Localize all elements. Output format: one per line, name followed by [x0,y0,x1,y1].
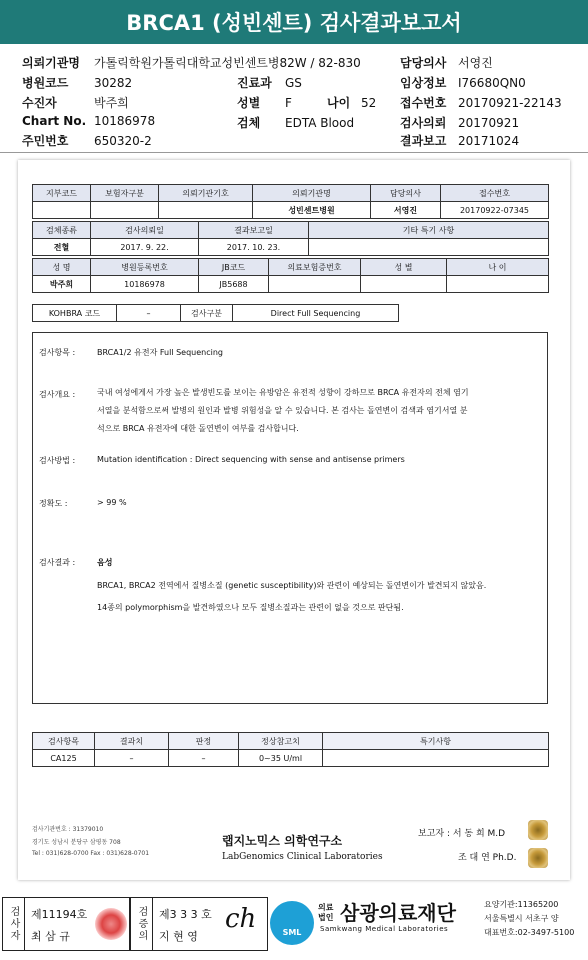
lab-name-english: LabGenomics Clinical Laboratories [222,852,383,862]
table-cell [33,202,91,219]
header-field-resident-no: 주민번호 650320-2 [22,134,152,148]
bottom-banner [0,893,588,960]
report-dates-table [32,221,549,256]
category-label: 검사구분 [181,305,233,322]
table-row [33,305,399,322]
item-label: 검사항목 : [39,348,76,357]
corp-type [318,903,333,923]
table-header-cell: 보험자구분 [91,185,159,202]
table-cell: 전혈 [33,239,91,256]
summary-text [97,384,469,438]
table-row [33,202,549,219]
table-cell: 2017. 10. 23. [199,239,309,256]
lab-name-korean: 랩지노믹스 의학연구소 [222,834,343,848]
reviewer-seal-icon [528,848,548,868]
table-header-cell: 성 명 [33,259,91,276]
table-row [33,239,549,256]
table-row [33,185,549,202]
table-cell: 2017. 9. 22. [91,239,199,256]
table-cell [323,750,549,767]
header-field-doctor: 담당의사 서영진 [400,56,493,70]
table-cell: JB5688 [199,276,269,293]
corp-info-address: 서울특별시 서초구 양 [484,914,559,923]
table-header-cell: 의료보험증번호 [269,259,361,276]
tester-seal-icon [95,908,127,940]
table-header-cell: 결과치 [95,733,169,750]
table-cell: – [95,750,169,767]
verifier-box [130,897,268,951]
verifier-name: 지 현 영 [159,930,198,943]
header-field-department: 진료과 GS [237,76,302,90]
report-patient-table [32,258,549,293]
table-header-cell: 의뢰기관기호 [159,185,253,202]
header-field-chart-no: Chart No. 10186978 [22,114,156,128]
corp-info-code: 요양기관:11365200 [484,900,559,909]
table-header-cell: 결과보고일 [199,222,309,239]
table-header-cell: 기타 특기 사항 [309,222,549,239]
header-field-clinical-info: 임상정보 I76680QN0 [400,76,526,90]
table-header-cell: 나 이 [447,259,549,276]
accuracy-value: > 99 % [97,498,127,507]
table-cell [309,239,549,256]
table-cell: 10186978 [91,276,199,293]
table-header-cell: JB코드 [199,259,269,276]
table-header-cell: 정상참고치 [239,733,323,750]
table-cell [361,276,447,293]
accuracy-label: 정확도 : [39,499,68,508]
header-divider [0,152,588,153]
header-field-patient-name: 수진자 박주희 [22,96,129,110]
table-header-cell: 특기사항 [323,733,549,750]
result-line: BRCA1, BRCA2 전역에서 질병소질 (genetic susceptibility)와 관련이 예상되는 돌연변이가 발견되지 않았음. [97,581,487,590]
header-field-age: 나이 52 [327,96,377,110]
result-value: 음성 [97,558,113,567]
method-value: Mutation identification : Direct sequencing with sense and antisense primers [97,455,405,464]
table-cell [91,202,159,219]
reporter-seal-icon [528,820,548,840]
table-header-cell: 의뢰기관명 [253,185,371,202]
results-table [32,732,549,767]
table-cell [269,276,361,293]
table-cell: 0~35 U/ml [239,750,323,767]
header-field-report-date: 결과보고 20171024 [400,134,520,148]
table-header-cell: 검체종류 [33,222,91,239]
table-row [33,276,549,293]
corp-type-line: 의료 [318,903,334,912]
tester-box [2,897,130,951]
result-line: 14종의 polymorphism을 발견하였으나 모두 질병소질과는 관련이 없을 것으로 판단됨. [97,603,404,612]
table-header-cell: 담당의사 [371,185,441,202]
table-header-cell: 성 별 [361,259,447,276]
table-row [33,750,549,767]
table-row [33,222,549,239]
table-cell [159,202,253,219]
table-header-cell: 판정 [169,733,239,750]
reviewer: 조 대 연 Ph.D. [458,853,517,863]
lab-address: 경기도 성남시 분당구 삼평동 708 [32,839,121,846]
report-title: BRCA1 (성빈센트) 검사결과보고서 [0,0,588,44]
lab-phone: Tel : 031)628-0700 Fax : 031)628-0701 [32,850,150,857]
summary-line: 석으로 BRCA 유전자에 대한 돌연변이 여부를 검사합니다. [97,424,299,433]
tester-license: 제11194호 [31,908,88,921]
result-label: 검사결과 : [39,558,76,567]
header-field-request-date: 검사의뢰 20170921 [400,116,520,130]
table-cell: – [169,750,239,767]
kohbra-table [32,304,399,322]
header-field-sex: 성별 F [237,96,292,110]
corp-name: 삼광의료재단 [340,901,456,925]
signature: ch [225,904,257,934]
table-cell: CA125 [33,750,95,767]
report-sheet [18,160,570,880]
summary-label: 검사개요 : [39,390,76,399]
corp-info-phone: 대표번호:02-3497-5100 [484,928,575,937]
table-header-cell: 지부코드 [33,185,91,202]
license-number: 검사기관번호 : 31379010 [32,826,104,833]
report-info-table [32,184,549,219]
table-cell: 박주희 [33,276,91,293]
logo-text: SML [282,928,302,937]
category-value: Direct Full Sequencing [233,305,399,322]
table-cell: 성빈센트병원 [253,202,371,219]
header-field-specimen: 검체 EDTA Blood [237,116,355,130]
table-cell [447,276,549,293]
verifier-label: 검증의 [131,898,153,950]
header-field-institution: 의뢰기관명 가톨릭학원가톨릭대학교성빈센트병82W / 82-830 [22,56,361,70]
report-body-box [32,332,548,704]
corp-type-line: 법인 [318,913,334,922]
tester-name: 최 삼 규 [31,930,70,943]
header-field-hospital-code: 병원코드 30282 [22,76,133,90]
summary-line: 서열을 분석함으로써 발병의 원인과 발병 위험성을 알 수 있습니다. 본 검사는 돌연변이 검색과 염기서열 분 [97,406,468,415]
result-text [97,575,486,619]
item-value: BRCA1/2 유전자 Full Sequencing [97,348,223,357]
table-cell: 20170922-07345 [441,202,549,219]
header-field-receipt-no: 접수번호 20170921-22143 [400,96,562,110]
table-header-cell: 검사항목 [33,733,95,750]
kohbra-label: KOHBRA 코드 [33,305,117,322]
method-label: 검사방법 : [39,456,76,465]
table-row [33,733,549,750]
table-header-cell: 병원등록번호 [91,259,199,276]
kohbra-value: – [117,305,181,322]
reporter: 보고자 : 서 동 희 M.D [418,829,506,839]
table-header-cell: 접수번호 [441,185,549,202]
table-cell: 서영진 [371,202,441,219]
verifier-license: 제3 3 3 호 [159,908,212,921]
tester-label: 검사자 [3,898,25,950]
table-row [33,259,549,276]
table-header-cell: 검사의뢰일 [91,222,199,239]
sml-logo-icon [270,901,314,945]
corp-name-english: Samkwang Medical Laboratories [320,925,449,933]
summary-line: 국내 여성에게서 가장 높은 발생빈도를 보이는 유방암은 유전적 성향이 강하므로 BRCA 유전자의 전체 염기 [97,388,469,397]
